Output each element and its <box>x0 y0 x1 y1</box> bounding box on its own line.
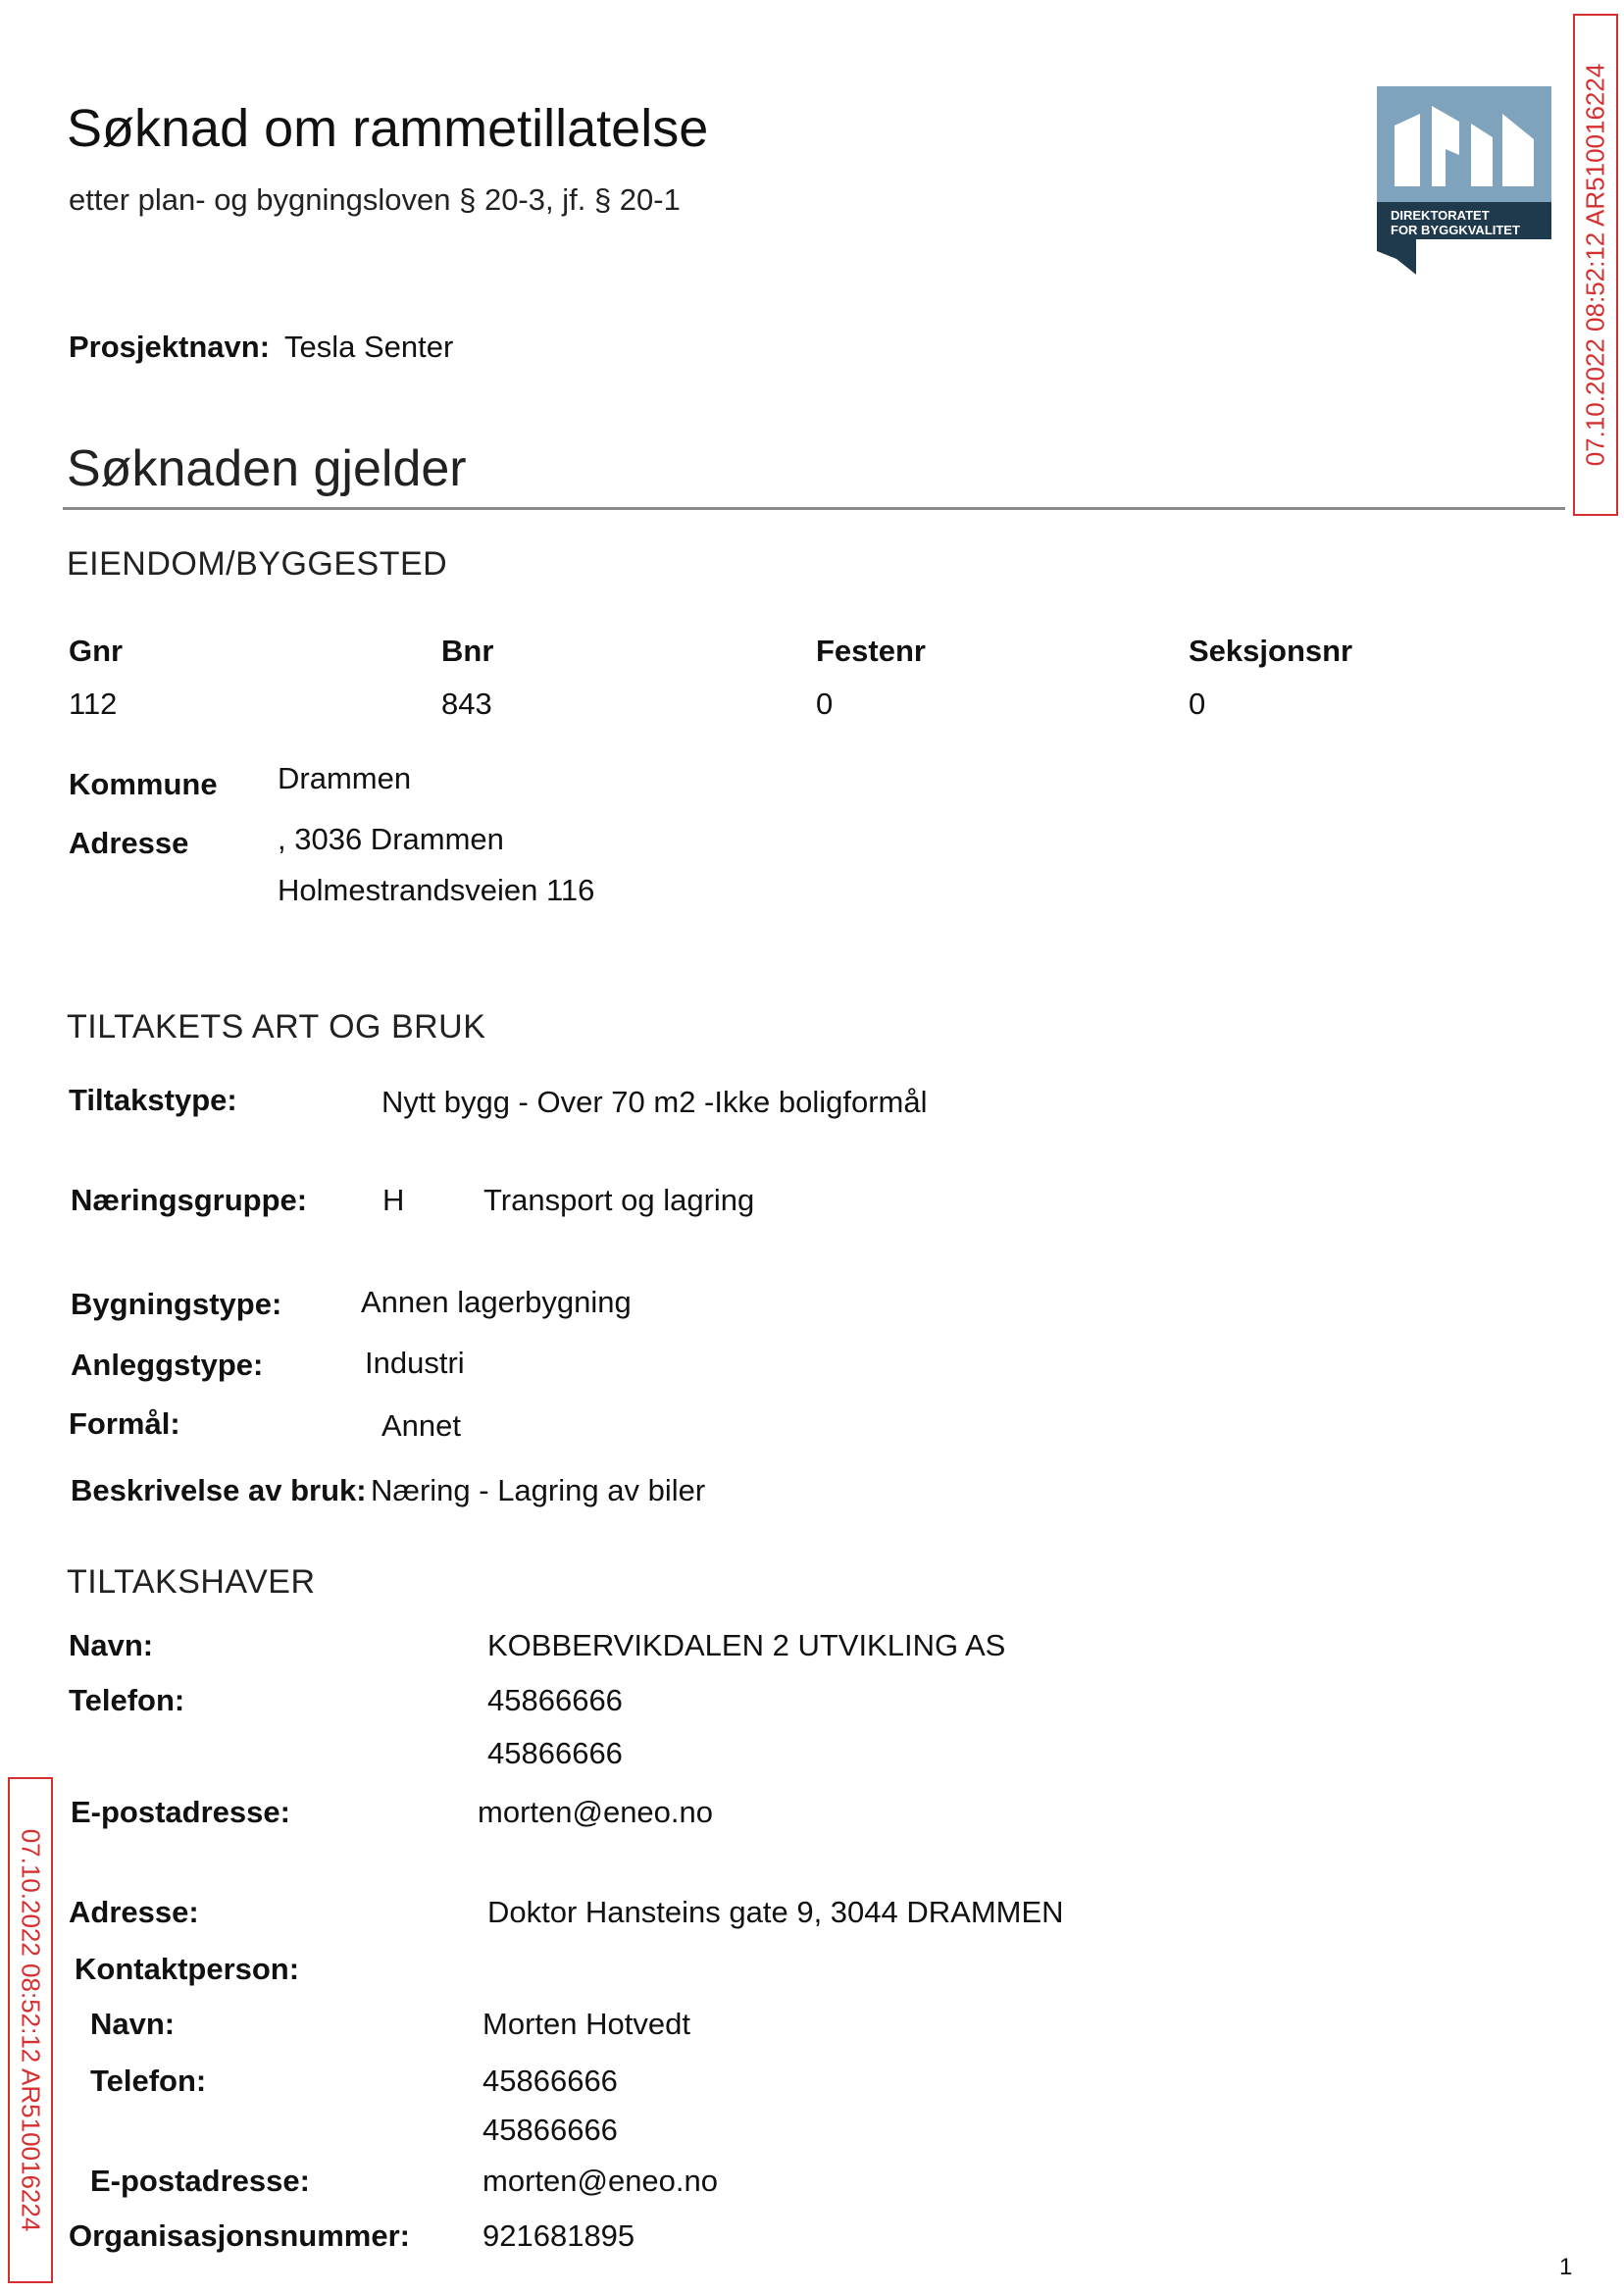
kontakt-telefon-label: Telefon: <box>90 2064 207 2098</box>
adresse-label: Adresse <box>69 826 189 860</box>
bnr-label: Bnr <box>441 634 494 668</box>
tiltakshaver-epost-value: morten@eneo.no <box>478 1795 714 1829</box>
beskrivelse-label: Beskrivelse av bruk: <box>71 1473 367 1507</box>
tiltakshaver-adresse-value: Doktor Hansteins gate 9, 3044 DRAMMEN <box>487 1895 1064 1929</box>
gnr-label: Gnr <box>69 634 124 668</box>
organisasjonsnummer-value: 921681895 <box>482 2218 635 2253</box>
formal-value: Annet <box>381 1408 462 1443</box>
receipt-stamp-left-text: 07.10.2022 08:52:12 AR510016224 <box>16 1828 46 2232</box>
seksjonsnr-label: Seksjonsnr <box>1189 634 1353 668</box>
receipt-stamp-left <box>8 1777 53 2283</box>
page-subtitle: etter plan- og bygningsloven § 20-3, jf. § 20-1 <box>69 182 681 217</box>
kontakt-epost-label: E-postadresse: <box>90 2164 310 2198</box>
tiltakshaver-adresse-label: Adresse: <box>69 1895 199 1929</box>
tiltakshaver-navn-label: Navn: <box>69 1628 154 1662</box>
svg-text:DIREKTORATET: DIREKTORATET <box>1391 208 1490 223</box>
receipt-stamp-right <box>1573 14 1618 516</box>
page-title: Søknad om rammetillatelse <box>67 99 709 158</box>
dibk-logo-icon <box>1377 86 1551 275</box>
bnr-value: 843 <box>441 687 492 721</box>
kommune-value: Drammen <box>278 761 412 795</box>
tiltakshaver-navn-value: KOBBERVIKDALEN 2 UTVIKLING AS <box>487 1628 1006 1662</box>
tiltakshaver-telefon-label: Telefon: <box>69 1683 185 1717</box>
gnr-value: 112 <box>69 687 118 721</box>
organisasjonsnummer-label: Organisasjonsnummer: <box>69 2218 410 2253</box>
kontaktperson-label: Kontaktperson: <box>75 1952 300 1986</box>
seksjonsnr-value: 0 <box>1189 687 1206 721</box>
kontakt-navn-label: Navn: <box>90 2007 176 2041</box>
section-divider <box>63 507 1565 510</box>
bygningstype-label: Bygningstype: <box>71 1287 282 1321</box>
festenr-value: 0 <box>816 687 834 721</box>
kontakt-epost-value: morten@eneo.no <box>482 2164 719 2198</box>
formal-label: Formål: <box>69 1406 180 1441</box>
anleggstype-value: Industri <box>365 1346 465 1380</box>
naeringsgruppe-code: H <box>382 1183 405 1217</box>
adresse-line1: , 3036 Drammen <box>278 822 504 856</box>
page-number: 1 <box>1559 2254 1573 2280</box>
tiltakstype-value: Nytt bygg - Over 70 m2 -Ikke boligformål <box>381 1085 928 1119</box>
kontakt-telefon1: 45866666 <box>482 2064 618 2098</box>
dibk-logo <box>1377 86 1551 275</box>
naeringsgruppe-label: Næringsgruppe: <box>71 1183 308 1217</box>
kommune-label: Kommune <box>69 767 218 801</box>
tiltakshaver-telefon2: 45866666 <box>487 1736 623 1770</box>
anleggstype-label: Anleggstype: <box>71 1348 264 1382</box>
project-name-label: Prosjektnavn: <box>69 330 271 364</box>
svg-text:FOR BYGGKVALITET: FOR BYGGKVALITET <box>1391 223 1520 237</box>
kontakt-telefon2: 45866666 <box>482 2113 618 2147</box>
tiltakshaver-epost-label: E-postadresse: <box>71 1795 290 1829</box>
kontakt-navn-value: Morten Hotvedt <box>482 2007 690 2041</box>
tiltakstype-label: Tiltakstype: <box>69 1083 237 1117</box>
bygningstype-value: Annen lagerbygning <box>361 1285 632 1319</box>
section-heading-property: EIENDOM/BYGGESTED <box>67 545 448 583</box>
section-heading-tiltak: TILTAKETS ART OG BRUK <box>67 1008 486 1045</box>
festenr-label: Festenr <box>816 634 926 668</box>
tiltakshaver-telefon1: 45866666 <box>487 1683 623 1717</box>
beskrivelse-value: Næring - Lagring av biler <box>371 1473 706 1507</box>
naeringsgruppe-value: Transport og lagring <box>483 1183 755 1217</box>
section-title-applies: Søknaden gjelder <box>67 440 467 497</box>
section-heading-tiltakshaver: TILTAKSHAVER <box>67 1563 316 1601</box>
project-name-value: Tesla Senter <box>284 330 454 364</box>
adresse-line2: Holmestrandsveien 116 <box>278 873 595 907</box>
receipt-stamp-right-text: 07.10.2022 08:52:12 AR510016224 <box>1580 63 1610 467</box>
